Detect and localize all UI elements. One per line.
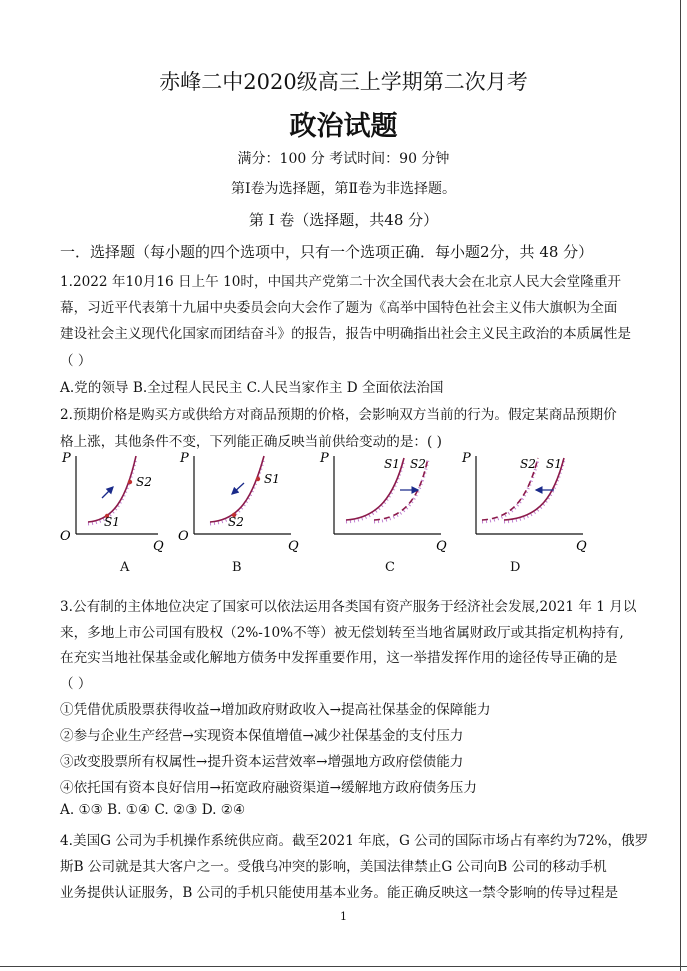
q2-supply-graphs [58, 446, 618, 586]
graph-a-q-label: Q [153, 539, 164, 554]
q4-line: 业务提供认证服务，B 公司的手机只能使用基本业务。能正确反映这一禁令影响的传导过程是 [60, 885, 619, 901]
graph-d-s2-label: S2 [520, 457, 536, 471]
graph-b-o-label: O [178, 529, 189, 544]
graph-a-s1-label: S1 [104, 515, 120, 529]
graph-d [461, 451, 587, 554]
graph-a-p-label: P [62, 451, 71, 466]
q1-line: 建设社会主义现代化国家而团结奋斗》的报告，报告中明确指出社会主义民主政治的本质属性是 [60, 326, 631, 342]
graph-b-arrow [232, 483, 244, 494]
volume-heading: 第 Ⅰ 卷（选择题，共48 分） [248, 211, 439, 229]
subject-title: 政治试题 [289, 111, 398, 142]
q3-statement-1: ①凭借优质股票获得收益→增加政府财政收入→提高社保基金的保障能力 [60, 702, 491, 718]
q3-options: A. ①③ B. ①④ C. ②③ D. ②④ [60, 802, 246, 818]
q3-line: 来，多地上市公司国有股权（2%-10%不等）被无偿划转至当地省属财政厅或其指定机构持有, [60, 625, 624, 641]
graph-d-s1-label: S1 [546, 457, 562, 471]
graph-a-point-s2 [128, 480, 132, 484]
section-heading: 一．选择题（每小题的四个选项中，只有一个选项正确．每小题2分，共 48 分） [60, 243, 594, 261]
graph-b [178, 451, 299, 554]
graph-d-p-label: P [462, 451, 471, 466]
q1-line: 幕，习近平代表第十九届中央委员会向大会作了题为《高举中国特色社会主义伟大旗帜为全面 [60, 300, 618, 316]
graph-label-d: D [510, 560, 521, 575]
q2-line: 2.预期价格是购买方或供给方对商品预期的价格，会影响双方当前的行为。假定某商品预期价 [60, 407, 617, 423]
q1-line: 1.2022 年10月16 日上午 10时，中国共产党第二十次全国代表大会在北京人民大会堂隆重开 [60, 274, 622, 290]
graph-a-curve [88, 456, 136, 522]
graph-label-c: C [385, 560, 395, 575]
graph-label-b: B [232, 560, 242, 575]
exam-meta: 满分：100 分 考试时间：90 分钟 [237, 151, 450, 167]
q3-statement-4: ④依托国有资本良好信用→拓宽政府融资渠道→缓解地方政府债务压力 [60, 780, 477, 796]
q3-statement-2: ②参与企业生产经营→实现资本保值增值→减少社保基金的支付压力 [60, 728, 464, 744]
page-edge-bottom [0, 966, 687, 967]
graph-c-s1-label: S1 [384, 457, 400, 471]
graph-b-s1-label: S1 [264, 472, 280, 486]
exam-note: 第Ⅰ卷为选择题，第Ⅱ卷为非选择题。 [230, 181, 457, 197]
q4-line: 4.美国G 公司为手机操作系统供应商。截至2021 年底，G 公司的国际市场占有率约为72%，俄罗 [60, 833, 649, 849]
graph-label-a: A [120, 560, 130, 575]
q2-line: 格上涨，其他条件不变，下列能正确反映当前供给变动的是：( ) [60, 434, 442, 450]
q3-line: （ ） [60, 676, 92, 692]
graph-d-q-label: Q [576, 539, 587, 554]
graph-b-q-label: Q [288, 539, 299, 554]
graph-b-point-s1 [256, 477, 260, 481]
page-number: 1 [340, 910, 347, 923]
page-edge-right [680, 0, 681, 971]
graph-a [60, 451, 164, 554]
q1-line: （ ） [60, 353, 92, 369]
graph-b-s2-label: S2 [228, 515, 244, 529]
graph-c [319, 451, 447, 554]
q3-line: 3.公有制的主体地位决定了国家可以依法运用各类国有资产服务于经济社会发展,2021 年 1 月以 [60, 599, 637, 615]
graph-c-q-label: Q [436, 539, 447, 554]
q3-line: 在充实当地社保基金或化解地方债务中发挥重要作用，这一举措发挥作用的途径传导正确的是 [60, 650, 618, 666]
graph-b-p-label: P [180, 451, 189, 466]
exam-title: 赤峰二中2020级高三上学期第二次月考 [159, 70, 528, 94]
graph-c-p-label: P [320, 451, 329, 466]
q3-statement-3: ③改变股票所有权属性→提升资本运营效率→增强地方政府偿债能力 [60, 754, 464, 770]
graph-a-s2-label: S2 [136, 475, 152, 489]
q1-options: A.党的领导 B.全过程人民民主 C.人民当家作主 D 全面依法治国 [60, 380, 444, 396]
q4-line: 斯B 公司就是其大客户之一。受俄乌冲突的影响，美国法律禁止G 公司向B 公司的移动手机 [60, 859, 607, 875]
graph-c-s2-label: S2 [410, 457, 426, 471]
graph-a-arrow [102, 487, 113, 498]
graph-a-o-label: O [60, 529, 71, 544]
